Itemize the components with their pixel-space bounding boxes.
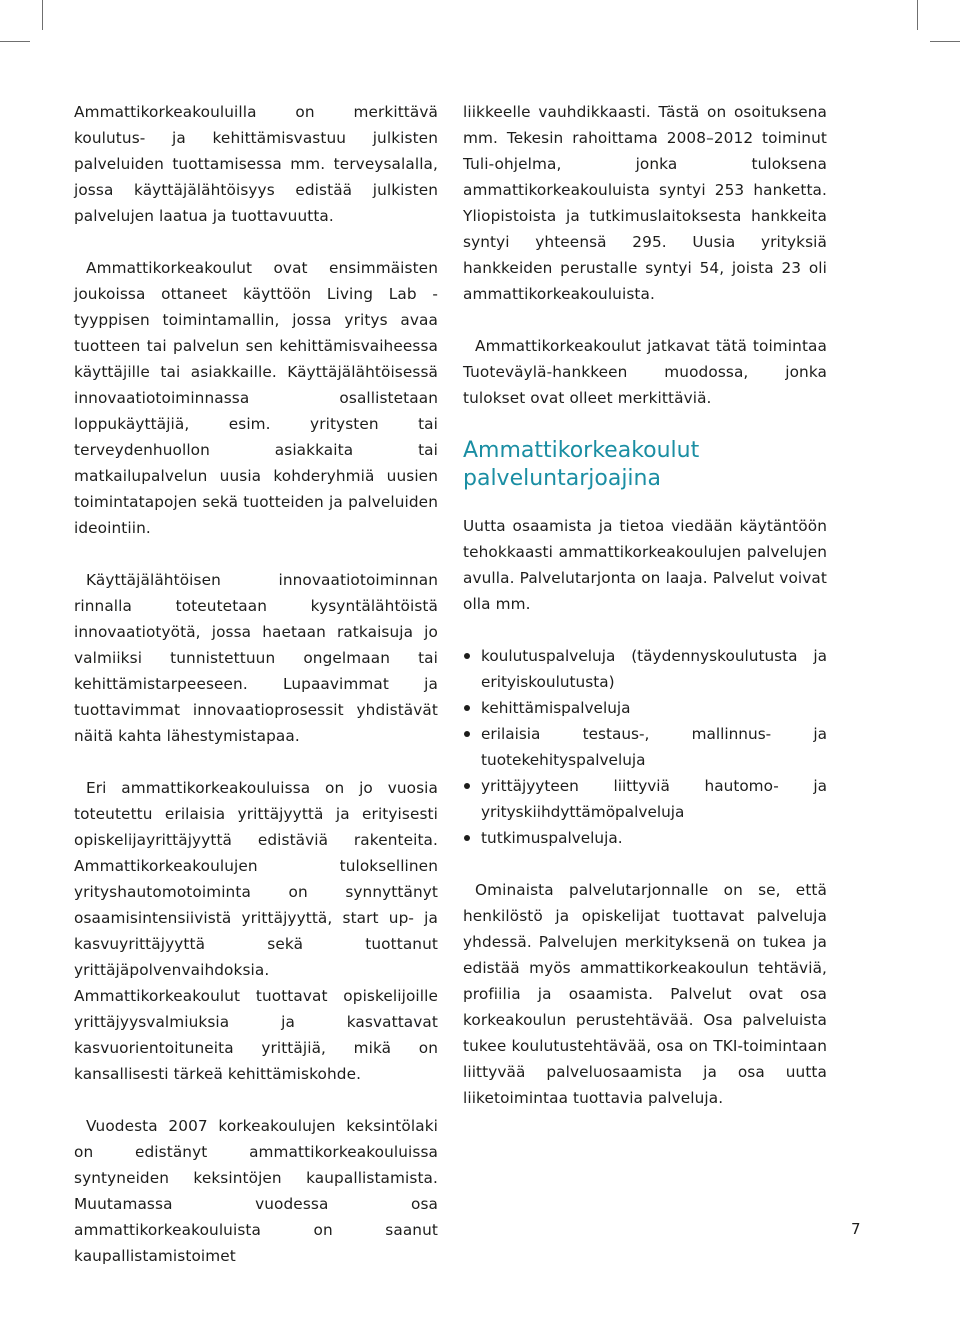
list-item: [463, 825, 827, 851]
paragraph: Uutta osaamista ja tietoa viedään käytäntöön tehokkaasti ammattikorkeakoulujen palvelujen avulla. Palvelutarjonta on laaja. Palvelut voivat olla mm.: [463, 517, 827, 613]
right-column: [463, 99, 827, 1137]
paragraph: Käyttäjälähtöisen innovaatiotoiminnan rinnalla toteutetaan kysyntälähtöistä innovaatiotyötä, jossa haetaan ratkaisuja jo valmiiksi tunnistettuun ongelmaan tai kehittämistarpeeseen. Lupaavimmat ja tuottavimmat innovaatioprosessit yhdistävät näitä kahta lähestymistapaa.: [74, 571, 438, 745]
list-item-text: koulutuspalveluja (täydennyskoulutusta ja erityiskoulutusta): [481, 647, 827, 691]
list-item-text: tutkimuspalveluja.: [481, 829, 623, 847]
bullet-icon: [464, 835, 470, 841]
services-list: [463, 643, 827, 851]
bullet-icon: [464, 731, 470, 737]
list-item: [463, 643, 827, 695]
list-item: [463, 721, 827, 773]
section-heading: Ammattikorkeakoulut palveluntarjoajina: [463, 438, 700, 491]
list-item-text: kehittämispalveluja: [481, 699, 631, 717]
paragraph: Ammattikorkeakouluilla on merkittävä koulutus- ja kehittämisvastuu julkisten palveluiden tuottamisessa mm. terveysalalla, jossa käyttäjälähtöisyys edistää julkisten palvelujen laatua ja tuottavuutta.: [74, 103, 438, 225]
bullet-icon: [464, 653, 470, 659]
paragraph: Vuodesta 2007 korkeakoulujen keksintölaki on edistänyt ammattikorkeakouluissa syntyneiden keksintöjen kaupallistamista. Muutamassa vuodessa osa ammattikorkeakouluista on saanut kaupallistamistoimet: [74, 1117, 438, 1265]
list-item-text: erilaisia testaus-, mallinnus- ja tuotekehityspalveluja: [481, 725, 827, 769]
page-number: 7: [851, 1220, 861, 1238]
paragraph: liikkeelle vauhdikkaasti. Tästä on osoituksena mm. Tekesin rahoittama 2008–2012 toiminut Tuli-ohjelma, jonka tuloksena ammattikorkeakouluista syntyi 253 hanketta. Yliopistoista ja tutkimuslaitoksesta hankkeita syntyi yhteensä 295. Uusia yrityksiä hankkeiden perustalle syntyi 54, joista 23 oli ammattikorkeakouluista.: [463, 103, 827, 303]
list-item: [463, 695, 827, 721]
list-item-text: yrittäjyyteen liittyviä hautomo- ja yrityskiihdyttämöpalveluja: [481, 777, 827, 821]
paragraph: Ammattikorkeakoulut ovat ensimmäisten joukoissa ottaneet käyttöön Living Lab -tyyppisen toimintamallin, jossa yritys avaa tuotteen tai palvelun sen kehittämisvaiheessa käyttäjille tai asiakkaille. Käyttäjälähtöisessä innovaatiotoiminnassa osallistetaan loppukäyttäjiä, esim. yritysten tai terveydenhuollon asiakkaita tai matkailupalvelun uusia kohderyhmiä uusien toimintatapojen sekä tuotteiden ja palveluiden ideointiin.: [74, 259, 438, 537]
list-item: [463, 773, 827, 825]
paragraph: Ominaista palvelutarjonnalle on se, että henkilöstö ja opiskelijat tuottavat palveluja yhdessä. Palvelujen merkityksenä on tukea ja edistää myös ammattikorkeakoulun tehtäviä, profiilia ja osaamista. Palvelut ovat osa korkeakoulun perustehtävää. Osa palveluista tukee koulutustehtävää, osa on TKI-toimintaan liittyvää palveluosaamista ja osa uutta liiketoimintaa tuottavia palveluja.: [463, 881, 827, 1107]
left-column: [74, 99, 438, 1295]
bullet-icon: [464, 705, 470, 711]
paragraph: Ammattikorkeakoulut jatkavat tätä toimintaa Tuoteväylä-hankkeen muodossa, jonka tulokset ovat olleet merkittäviä.: [463, 337, 827, 407]
bullet-icon: [464, 783, 470, 789]
paragraph: Eri ammattikorkeakouluissa on jo vuosia toteutettu erilaisia yrittäjyyttä ja erityisesti opiskelijayrittäjyyttä edistäviä rakenteita. Ammattikorkeakoulujen tuloksellinen yrityshautomotoiminta on synnyttänyt osaamisintensiivistä yrittäjyyttä, start up- ja kasvuyrittäjyyttä sekä tuottanut yrittäjäpolvenvaihdoksia. Ammattikorkeakoulut tuottavat opiskelijoille yrittäjyysvalmiuksia ja kasvattavat kasvuorientoituneita yrittäjiä, mikä on kansallisesti tärkeä kehittämiskohde.: [74, 779, 438, 1083]
